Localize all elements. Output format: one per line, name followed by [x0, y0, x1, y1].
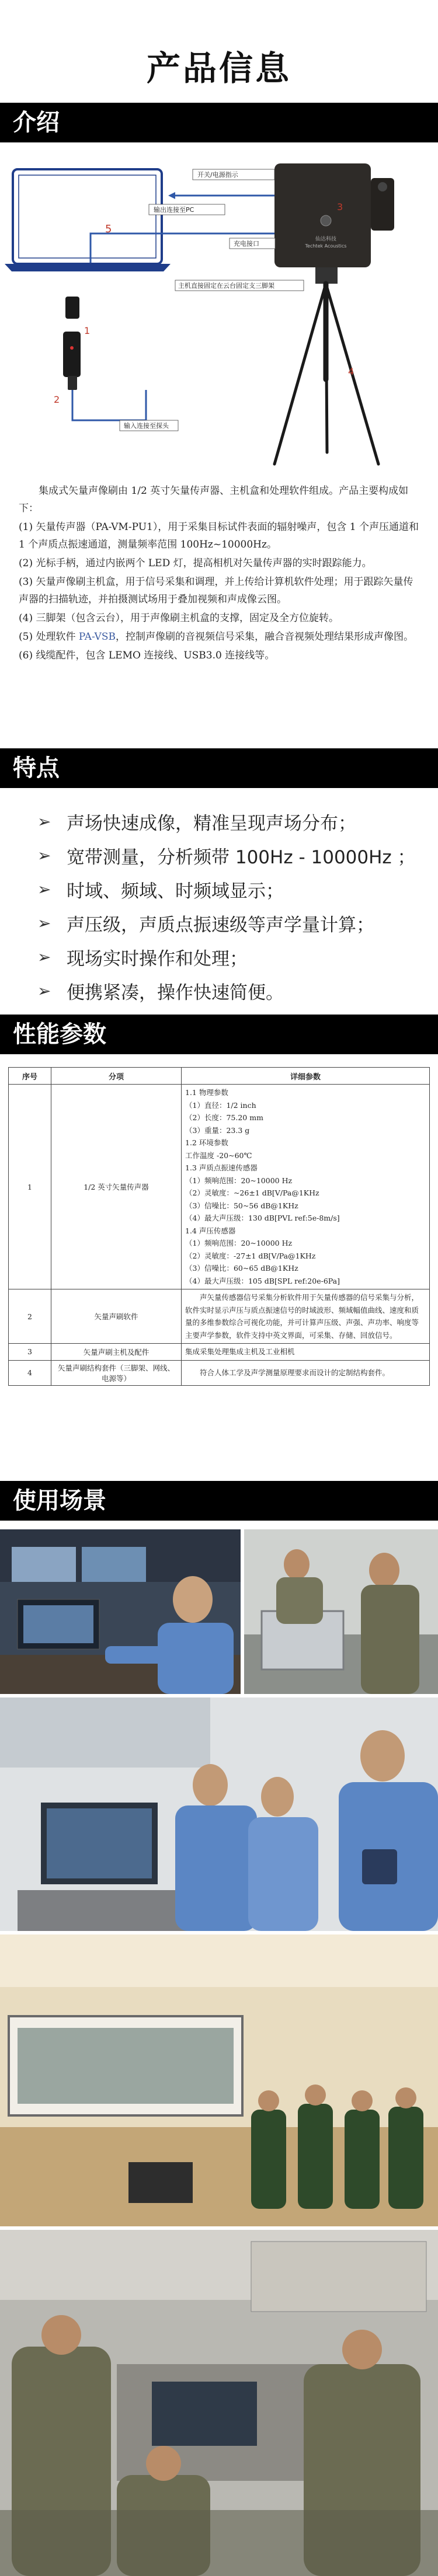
usage-photo-classroom: [0, 1934, 438, 2226]
intro-item-6: (6) 线缆配件，包含 LEMO 连接线、USB3.0 连接线等。: [19, 650, 275, 661]
arrow-icon: ➢: [37, 947, 51, 967]
usage-photo-lab: [0, 2230, 438, 2576]
spec-header-row: [9, 1068, 430, 1085]
intro-item-1: (1) 矢量传声器（PA-VM-PU1），用于采集目标试件表面的辐射噪声，包含 1 个声压通道和 1 个声质点振速通道，测量频率范围 100Hz~10000Hz。: [19, 521, 419, 550]
table-row: 4 矢量声刷结构套件（三脚架、网线、电源等） 符合人体工学及声学测量原理要求而设计的定制结构套件。: [9, 1360, 430, 1385]
feature-item: ➢ 时域、频域、时频域显示；: [37, 879, 284, 902]
section-header-specs: 性能参数: [0, 1015, 438, 1054]
intro-item-3: (3) 矢量声像刷主机盒，用于信号采集和调理，并上传给计算机软件处理；用于跟踪矢量传声器的扫描轨迹，并拍摄测试场用于叠加视频和声成像云图。: [19, 576, 413, 605]
brand-name: 仙达科技: [315, 236, 337, 242]
table-row: 3 矢量声刷主机及配件 集成采集处理集成主机及工业相机: [9, 1344, 430, 1361]
label-power: 开关/电源指示: [197, 171, 238, 179]
feature-item: ➢ 声压级，声质点振速级等声学量计算；: [37, 913, 374, 936]
handle-number: 1: [84, 325, 91, 336]
label-charge: 充电接口: [234, 240, 259, 248]
label-input: 输入连接至探头: [124, 422, 169, 430]
feature-item: ➢ 便携紧凑，操作快速简便。: [37, 981, 284, 1003]
intro-text: [19, 482, 422, 665]
table-row: 1 1/2 英寸矢量传声器 1.1 物理参数 （1）直径：1/2 inch （2）长度：75.20 mm （3）重量：23.3 g 1.2 环境参数 工作温度 -20~60℃ 1.3 声质点振速传感器 （1）频响范围：20~10000 Hz （2）灵敏度：~26±1 dB[V/Pa@1KHz （3）信噪比：50~56 dB@1KHz （4）最大声压级：130 dB[PVL ref:5e-8m/s] 1.4 声压传感器 （1）频响范围：20~10000 Hz （2）灵敏度：-27±1 dB[V/Pa@1KHz （3）信噪比：60~65 dB@1KHz （4）最大声压级：105 dB[SPL ref:20e-6Pa]: [9, 1085, 430, 1289]
tripod-number: 4: [348, 366, 354, 377]
label-usb: 输出连接至PC: [154, 206, 194, 214]
brand-subtitle: Techtek Acoustics: [305, 243, 347, 249]
section-header-intro: 介绍: [0, 103, 438, 142]
laptop-number: 5: [105, 223, 112, 235]
intro-lead: 集成式矢量声像刷由 1/2 英寸矢量传声器、主机盒和处理软件组成。产品主要构成如下：: [19, 485, 409, 514]
intro-item-4: (4) 三脚架（包含云台），用于声像刷主机盒的支撑，固定及全方位旋转。: [19, 612, 339, 624]
usage-photo-field-equipment: [244, 1529, 438, 1694]
page-title: 产品信息: [146, 48, 291, 88]
arrow-icon: ➢: [37, 981, 51, 1001]
software-name: PA-VSB: [78, 631, 116, 643]
feature-item: ➢ 声场快速成像，精准呈现声场分布；: [37, 811, 356, 834]
host-unit: [274, 163, 394, 267]
feature-item: ➢ 现场实时操作和处理；: [37, 947, 248, 970]
arrow-icon: ➢: [37, 845, 51, 865]
arrow-icon: ➢: [37, 879, 51, 899]
laptop-illustration: [5, 169, 171, 271]
product-diagram: [0, 146, 438, 479]
cable-number: 2: [54, 394, 60, 405]
arrow-icon: ➢: [37, 811, 51, 831]
section-header-features: 特点: [0, 748, 438, 788]
feature-list: [37, 804, 423, 1008]
label-tripod: 主机直接固定在云台固定支三脚架: [178, 282, 274, 290]
header-item: 分项: [51, 1068, 182, 1085]
row-details: 1.1 物理参数 （1）直径：1/2 inch （2）长度：75.20 mm （3）重量：23.3 g 1.2 环境参数 工作温度 -20~60℃ 1.3 声质点振速传感器 （1）频响范围：20~10000 Hz （2）灵敏度：~26±1 dB[V/Pa@1KHz （3）信噪比：50~56 dB@1KHz （4）最大声压级：130 dB[PVL ref:5e-8m/s] 1.4 声压传感器 （1）频响范围：20~10000 Hz （2）灵敏度：-27±1 dB[V/Pa@1KHz （3）信噪比：60~65 dB@1KHz （4）最大声压级：105 dB[SPL ref:20e-6Pa]: [182, 1085, 430, 1289]
spec-table: [8, 1067, 430, 1386]
usage-photo-training: [0, 1697, 438, 1931]
cursor-handle: [63, 297, 81, 390]
intro-item-2: (2) 光标手柄，通过内嵌两个 LED 灯，提高相机对矢量传声器的实时跟踪能力。: [19, 557, 372, 569]
section-header-usage: 使用场景: [0, 1481, 438, 1521]
tripod: [274, 267, 378, 464]
header-no: 序号: [9, 1068, 51, 1085]
intro-item-5: (5) 处理软件 PA-VSB，控制声像刷的音视频信号采集，融合音视频处理结果形成声像图。: [19, 631, 413, 643]
host-number: 3: [337, 201, 343, 212]
table-row: 2 矢量声刷软件 声矢量传感器信号采集分析软件用于矢量传感器的信号采集与分析，软件实时显示声压与质点振速信号的时域波形、频域幅值曲线、速度和质量的多维参数综合可视化功能，并可计算声压级、声强、声功率、响度等主要声学参数，软件支持中英文界面，可采集、存储、回放信号。: [9, 1289, 430, 1344]
feature-item: ➢ 宽带测量，分析频带 100Hz - 10000Hz ；: [37, 845, 416, 868]
arrow-icon: ➢: [37, 913, 51, 933]
usage-photo-control-room: [0, 1529, 241, 1694]
header-details: 详细参数: [182, 1068, 430, 1085]
